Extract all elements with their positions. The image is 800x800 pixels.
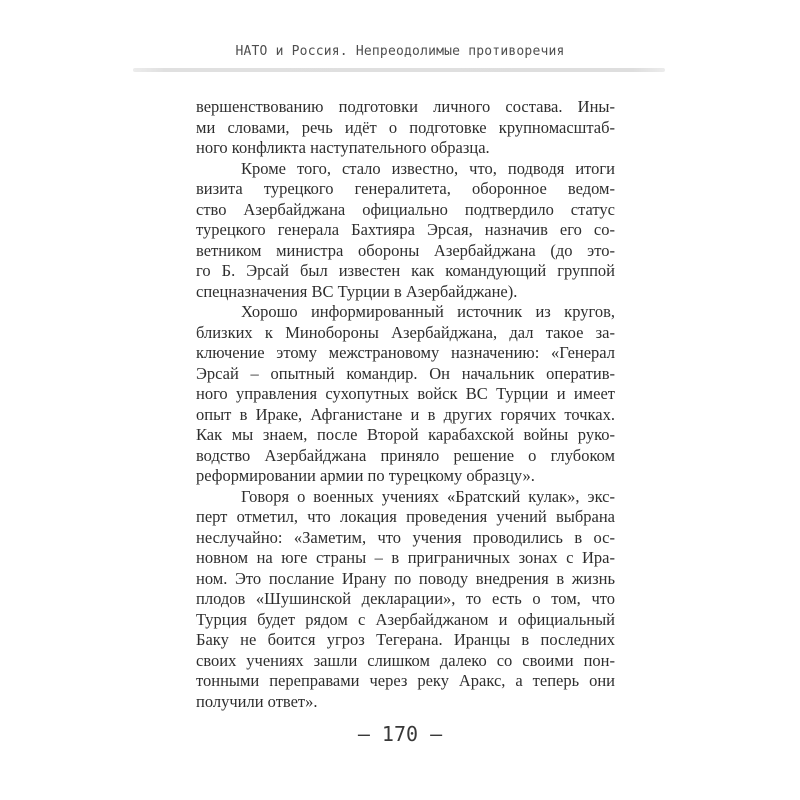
text-line: Как мы знаем, после Второй карабахской войны руко-: [196, 425, 615, 444]
text-line: ключение этому межстрановому назначению: «Генерал: [196, 343, 615, 362]
text-line: ветником министра обороны Азербайджана (до это-: [196, 240, 615, 260]
page-number: – 170 –: [357, 722, 443, 746]
text-line: новном на юге страны – в приграничных зонах с Ира-: [196, 548, 615, 567]
text-line: Кроме того, стало известно, что, подводя итоги: [241, 158, 615, 178]
text-line: вершенствованию подготовки личного состава. Ины-: [196, 97, 615, 116]
text-line: получили ответ».: [196, 691, 318, 711]
paragraph: [196, 302, 615, 487]
text-line: ми словами, речь идёт о подготовке крупномасштаб-: [196, 117, 615, 137]
text-line: опыт в Ираке, Афганистане и в других горячих точках.: [196, 404, 615, 424]
text-line: неслучайно: «Заметим, что учения проводились в ос-: [196, 527, 615, 547]
text-line: ство Азербайджана официально подтвердило статус: [196, 199, 615, 219]
text-line: своих учениях зашли слишком далеко со своими пон-: [196, 650, 615, 670]
text-line: визита турецкого генералитета, оборонное ведом-: [196, 179, 615, 198]
text-line: Хорошо информированный источник из кругов,: [241, 302, 615, 321]
running-header: НАТО и Россия. Непреодолимые противоречия: [235, 44, 565, 59]
header-rule-divider: [133, 68, 665, 72]
paragraph: [196, 97, 615, 159]
text-line: ного управления сухопутных войск ВС Турции и имеет: [196, 384, 615, 403]
text-line: ном. Это послание Ирану по поводу внедрения в жизнь: [196, 568, 615, 588]
text-line: плодов «Шушинской декларации», то есть о том, что: [196, 589, 615, 608]
text-line: спецназначения ВС Турции в Азербайджане).: [196, 281, 518, 301]
text-line: реформировании армии по турецкому образцу».: [196, 466, 535, 485]
text-line: ного конфликта наступательного образца.: [196, 138, 490, 157]
text-line: близких к Минобороны Азербайджана, дал такое за-: [196, 322, 615, 342]
paragraph: [196, 159, 615, 303]
text-line: турецкого генерала Бахтияра Эрсая, назначив его со-: [196, 220, 615, 239]
text-line: го Б. Эрсай был известен как командующий группой: [196, 261, 615, 280]
text-line: водство Азербайджана приняло решение о глубоком: [196, 445, 615, 465]
text-line: тонными переправами через реку Аракс, а теперь они: [196, 671, 615, 690]
text-line: Баку не боится угроз Тегерана. Иранцы в последних: [196, 630, 615, 649]
page-text: [196, 97, 615, 712]
paragraph: [196, 487, 615, 713]
text-line: Турция будет рядом с Азербайджаном и официальный: [196, 609, 615, 629]
text-line: Говоря о военных учениях «Братский кулак», экс-: [241, 486, 615, 506]
text-line: Эрсай – опытный командир. Он начальник оператив-: [196, 363, 615, 383]
text-line: перт отметил, что локация проведения учений выбрана: [196, 507, 615, 526]
